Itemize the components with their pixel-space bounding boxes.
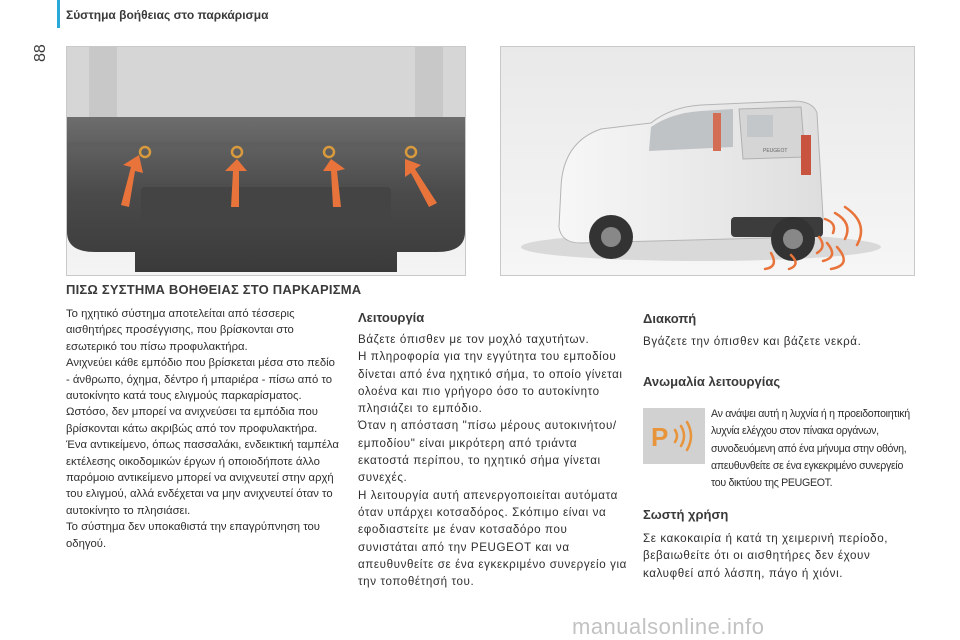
section-title: ΠΙΣΩ ΣΥΣΤΗΜΑ ΒΟΗΘΕΙΑΣ ΣΤΟ ΠΑΡΚΑΡΙΣΜΑ bbox=[66, 282, 362, 297]
operation-heading: Λειτουργία bbox=[358, 310, 425, 325]
intro-column bbox=[66, 306, 341, 552]
sensor-1 bbox=[140, 147, 150, 157]
page-number: 88 bbox=[32, 44, 49, 62]
van-illustration bbox=[500, 46, 915, 276]
operation-paragraph: Όταν η απόσταση "πίσω μέρους αυτοκινήτου/εμποδίου" είναι μικρότερη από τριάντα εκατοστά περίπου, το ηχητικό σήμα γίνεται συνεχές. bbox=[358, 419, 617, 485]
malfunction-heading: Ανωμαλία λειτουργίας bbox=[643, 374, 781, 389]
arrow-1 bbox=[121, 155, 143, 207]
correct-use-text bbox=[643, 530, 913, 582]
stop-text bbox=[643, 333, 913, 350]
stop-paragraph: Βγάζετε την όπισθεν και βάζετε νεκρά. bbox=[643, 335, 862, 348]
rear-bumper-illustration bbox=[66, 46, 466, 276]
stop-heading: Διακοπή bbox=[643, 311, 697, 326]
sensor-waves bbox=[501, 47, 914, 275]
sensor-2 bbox=[232, 147, 242, 157]
arrow-2 bbox=[225, 159, 247, 207]
watermark: manualsonline.info bbox=[572, 614, 765, 639]
sensor-3 bbox=[324, 147, 334, 157]
correct-use-paragraph: Σε κακοκαιρία ή κατά τη χειμερινή περίοδο, βεβαιωθείτε ότι οι αισθητήρες δεν έχουν καλυφθεί από λάσπη, πάγο ή χιόνι. bbox=[643, 532, 889, 580]
operation-paragraph: Η λειτουργία αυτή απενεργοποιείται αυτόματα όταν υπάρχει κοτσαδόρος. Σκόπιμο είναι να εφοδιαστείτε με έναν κοτσαδόρο που συνιστάται από την PEUGEOT και να απευθυνθείτε σε ένα εγκεκριμένο συνεργείο για την τοποθέτησή του. bbox=[358, 488, 627, 589]
van-badge: PEUGEOT bbox=[763, 148, 788, 154]
accent-bar bbox=[57, 0, 60, 28]
parking-sensor-warning-icon bbox=[643, 408, 705, 464]
sensor-overlay bbox=[67, 47, 465, 275]
operation-column bbox=[358, 331, 630, 590]
operation-paragraph: Η πληροφορία για την εγγύτητα του εμποδίου δίνεται από ένα ηχητικό σήμα, το οποίο γίνεται ολοένα και πιο γρήγορο όσο το αυτοκίνητο πλησιάζει το εμπόδιο. bbox=[358, 350, 623, 416]
intro-paragraph: Ανιχνεύει κάθε εμπόδιο που βρίσκεται μέσα στο πεδίο - άνθρωπο, όχημα, δέντρο ή μπαριέρα - πίσω από το αυτοκίνητο κατά τους ελιγμούς παρκαρίσματος. bbox=[66, 357, 335, 403]
intro-paragraph: Ένα αντικείμενο, όπως πασσαλάκι, ενδεικτική ταμπέλα εκτέλεσης οικοδομικών έργων ή οποιοδήποτε άλλο παρόμοιο αντικείμενο μπορεί να ανιχνευτεί στην αρχή του ελιγμού, αλλά ενδέχεται να μην ανιχνευτεί όταν το αυτοκίνητο το πλησιάσει. bbox=[66, 439, 339, 517]
intro-paragraph: Το ηχητικό σύστημα αποτελείται από τέσσερις αισθητήρες προσέγγισης, που βρίσκονται στο εσωτερικό του πίσω προφυλακτήρα. bbox=[66, 308, 295, 353]
intro-paragraph: Ωστόσο, δεν μπορεί να ανιχνεύσει τα εμπόδια που βρίσκονται κάτω ακριβώς από τον προφυλακτήρα. bbox=[66, 406, 318, 435]
header-title: Σύστημα βοήθειας στο παρκάρισμα bbox=[66, 8, 269, 22]
arrow-3 bbox=[323, 159, 345, 207]
operation-paragraph: Βάζετε όπισθεν με τον μοχλό ταχυτήτων. bbox=[358, 333, 590, 346]
arrow-4 bbox=[405, 159, 437, 207]
sensor-4 bbox=[406, 147, 416, 157]
intro-paragraph: Το σύστημα δεν υποκαθιστά την επαγρύπνηση του οδηγού. bbox=[66, 521, 320, 550]
malfunction-text: Αν ανάψει αυτή η λυχνία ή η προειδοποιητική λυχνία ελέγχου στον πίνακα οργάνων, συνοδευόμενη από ένα μήνυμα στην οθόνη, απευθυνθείτε σε ένα εγκεκριμένο συνεργείο του δικτύου της PEUGEOT. bbox=[711, 408, 910, 490]
correct-use-heading: Σωστή χρήση bbox=[643, 507, 729, 522]
warning-icon-letter: P bbox=[651, 422, 669, 452]
warning-icon-box bbox=[643, 408, 705, 464]
